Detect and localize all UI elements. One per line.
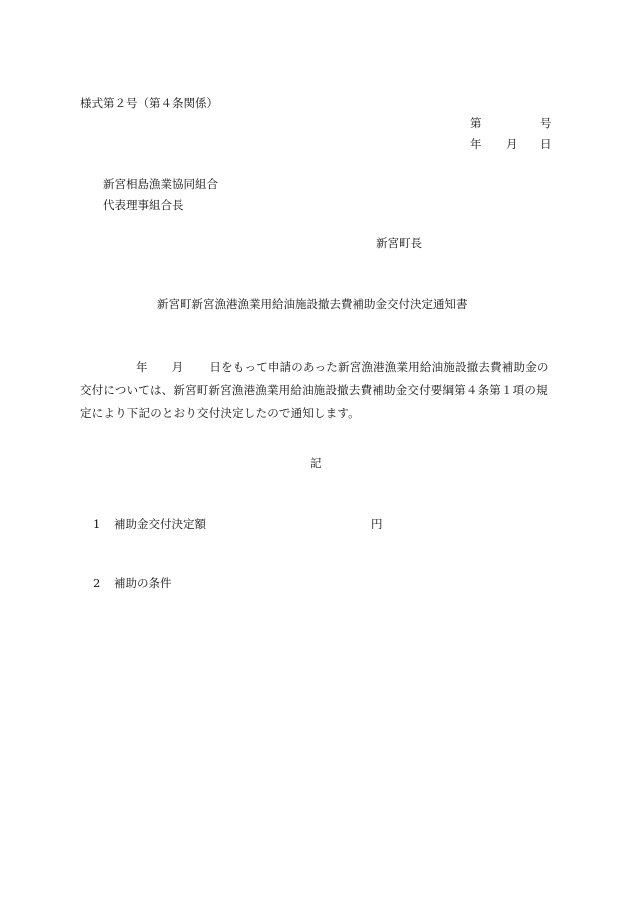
body-year: 年: [136, 360, 148, 374]
date-day-label: 日: [540, 137, 552, 151]
item-1-unit: 円: [371, 517, 383, 531]
ki-heading: 記: [310, 456, 322, 470]
document-title: 新宮町新宮漁港漁業用給油施設撤去費補助金交付決定通知書: [157, 297, 468, 311]
item-2-label: 補助の条件: [114, 576, 172, 590]
body-paragraph: [80, 356, 552, 425]
document-number-prefix: 第: [470, 116, 482, 130]
item-1-number: 1: [93, 517, 101, 531]
date-month-label: 月: [506, 137, 518, 151]
item-2-number: 2: [93, 576, 101, 590]
addressee-position: 代表理事組合長: [103, 198, 184, 212]
sender-name: 新宮町長: [376, 236, 422, 250]
body-month: 月: [171, 360, 184, 374]
item-1-label: 補助金交付決定額: [114, 517, 206, 531]
date-year-label: 年: [470, 137, 482, 151]
body-text: 日をもって申請のあった新宮漁港漁業用給油施設撤去費補助金の交付については、新宮町新宮漁港漁業用給油施設撤去費補助金交付要綱第４条第１項の規定により下記のとおり交付決定したので通知します。: [80, 360, 549, 420]
addressee-organization: 新宮相島漁業協同組合: [103, 177, 218, 191]
document-number-suffix: 号: [540, 116, 552, 130]
form-label: 様式第２号（第４条関係）: [80, 96, 218, 110]
